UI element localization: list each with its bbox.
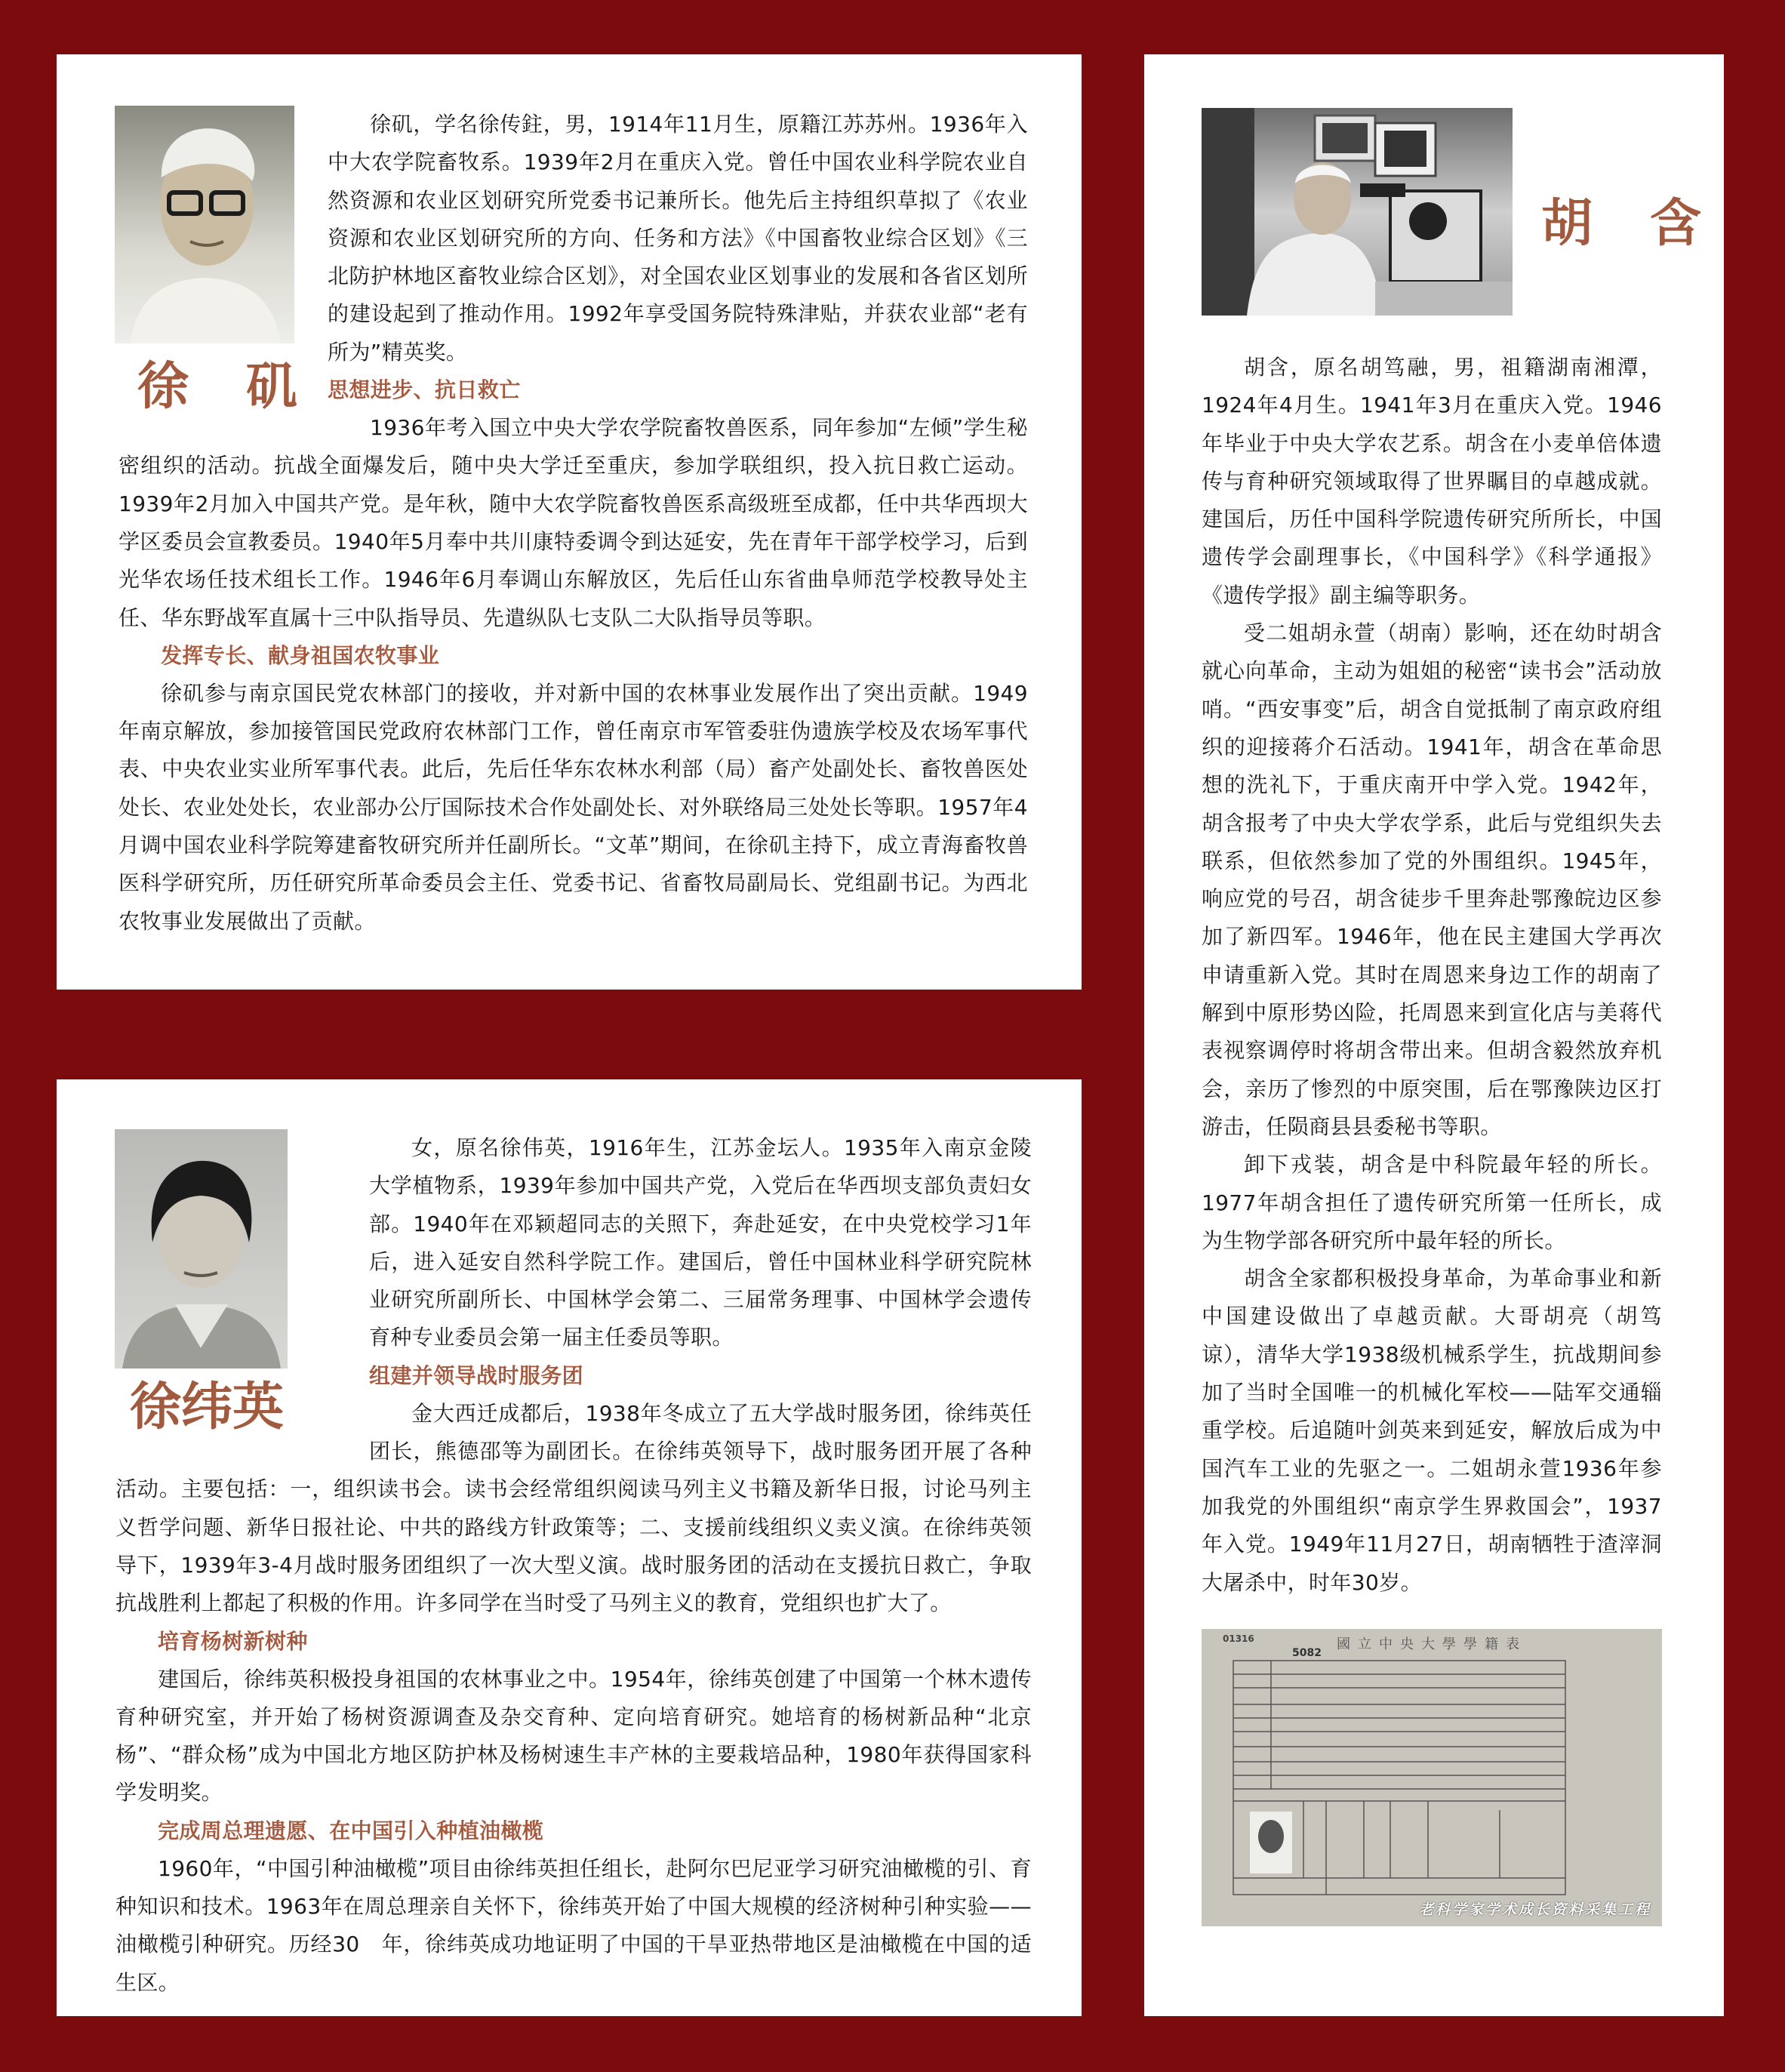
portrait-column [115, 1129, 369, 1446]
biography-paragraph: 受二姐胡永萱（胡南）影响，还在幼时胡含就心向革命，主动为姐姐的秘密“读书会”活动放哨。“西安事变”后，胡含自觉抵制了南京政府组织的迎接蒋介石活动。1941年，胡含在革命思想的洗礼下，于重庆南开中学入党。1942年，胡含报考了中央大学农学系，此后与党组织失去联系，但依然参加了党的外围组织。1945年，响应党的号召，胡含徒步千里奔赴鄂豫皖边区参加了新四军。1946年，他在民主建国大学再次申请重新入党。其时在周恩来身边工作的胡南了解到中原形势凶险，托周恩来到宣化店与美蒋代表视察调停时将胡含带出来。但胡含毅然放弃机会，亲历了惨烈的中原突围，后在鄂豫陕边区打游击，任陨商县县委秘书等职。 [1202, 620, 1662, 1139]
section-paragraph: 建国后，徐纬英积极投身祖国的农林事业之中。1954年，徐纬英创建了中国第一个林木遗传育种研究室，并开始了杨树资源调查及杂交育种、定向培育研究。她培育的杨树新品种“北京杨”、“群众杨”成为中国北方地区防护林及杨树速生丰产林的主要栽培品种，1980年获得国家科学发明奖。 [115, 1666, 1032, 1806]
record-number: 5082 [1292, 1647, 1322, 1659]
record-form-grid [1202, 1629, 1662, 1926]
document-number: 01316 [1223, 1633, 1254, 1644]
biography-text [1202, 349, 1662, 1602]
section-heading: 思想进步、抗日救亡 [328, 377, 521, 403]
section-paragraph: 1960年，“中国引种油橄榄”项目由徐纬英担任组长，赴阿尔巴尼亚学习研究油橄榄的引、育种知识和技术。1963年在周总理亲自关怀下，徐纬英开始了中国大规模的经济树种引种实验——油橄榄引种研究。历经30 年，徐纬英成功地证明了中国的干旱亚热带地区是油橄榄在中国的适生区。 [115, 1855, 1032, 1995]
section-heading: 培育杨树新树种 [158, 1628, 308, 1654]
section-paragraph: 徐矶参与南京国民党农林部门的接收，并对新中国的农林事业发展作出了突出贡献。1949年南京解放，参加接管国民党政府农林部门工作，曾任南京市军管委驻伪遗族学校及农场军事代表、中央农业实业所军事代表。此后，先后任华东农林水利部（局）畜产处副处长、畜牧兽医处处长、农业处处长，农业部办公厅国际技术合作处副处长、对外联络局三处处长等职。1957年4月调中国农业科学院筹建畜牧研究所并任副所长。“文革”期间，在徐矶主持下，成立青海畜牧兽医科学研究所，历任研究所革命委员会主任、党委书记、省畜牧局副局长、党组副书记。为西北农牧事业发展做出了贡献。 [118, 680, 1028, 934]
person-name: 胡 含 [1541, 194, 1705, 254]
section-heading: 发挥专长、献身祖国农牧事业 [161, 642, 440, 668]
portrait-column [115, 106, 328, 442]
intro-paragraph: 女，原名徐伟英，1916年生，江苏金坛人。1935年入南京金陵大学植物系，1939年参加中国共产党，入党后在华西坝支部负责妇女部。1940年在邓颖超同志的关照下，奔赴延安，在中央党校学习1年后，进入延安自然科学院工作。建国后，曾任中国林业科学研究院林业研究所副所长、中国林学会第二、三届常务理事、中国林学会遗传育种专业委员会第一届主任委员等职。 [369, 1135, 1032, 1350]
biography-paragraph: 卸下戎装，胡含是中科院最年轻的所长。1977年胡含担任了遗传研究所第一任所长，成为生物学部各研究所中最年轻的所长。 [1202, 1152, 1662, 1253]
profile-panel-xu-ji [57, 54, 1082, 990]
person-name: 徐纬英 [130, 1378, 285, 1437]
person-name: 徐 矶 [137, 357, 301, 417]
portrait-photo [115, 106, 294, 343]
laboratory-microscope-photo [1202, 108, 1513, 316]
biography-paragraph: 胡含全家都积极投身革命，为革命事业和新中国建设做出了卓越贡献。大哥胡亮（胡笃谅），清华大学1938级机械系学生，抗战期间参加了当时全国唯一的机械化军校——陆军交通辎重学校。后追随叶剑英来到延安，解放后成为中国汽车工业的先驱之一。二姐胡永萱1936年参加我党的外围组织“南京学生界救国会”，1937年入党。1949年11月27日，胡南牺牲于渣滓洞大屠杀中，时年30岁。 [1202, 1266, 1662, 1595]
student-record-document-photo [1202, 1629, 1662, 1926]
document-title: 國立中央大學學籍表 [1337, 1636, 1527, 1652]
section-heading: 组建并领导战时服务团 [369, 1362, 584, 1388]
header-row [1202, 54, 1705, 349]
profile-panel-xu-weiying [57, 1079, 1082, 2016]
profile-panel-hu-han [1144, 54, 1724, 2016]
watermark: 老科学家学术成长资料采集工程 [1418, 1901, 1651, 1918]
section-heading: 完成周总理遗愿、在中国引入种植油橄榄 [158, 1818, 544, 1843]
section-paragraph: 金大西迁成都后，1938年冬成立了五大学战时服务团，徐纬英任团长，熊德邵等为副团长。在徐纬英领导下，战时服务团开展了各种活动。主要包括：一，组织读书会。读书会经常组织阅读马列主义书籍及新华日报，讨论马列主义哲学问题、新华日报社论、中共的路线方针政策等；二、支援前线组织义卖义演。在徐纬英领导下，1939年3-4月战时服务团组织了一次大型义演。战时服务团的活动在支援抗日救亡，争取抗战胜利上都起了积极的作用。许多同学在当时受了马列主义的教育，党组织也扩大了。 [115, 1400, 1032, 1616]
biography-paragraph: 胡含，原名胡笃融，男，祖籍湖南湘潭，1924年4月生。1941年3月在重庆入党。1946年毕业于中央大学农艺系。胡含在小麦单倍体遗传与育种研究领域取得了世界瞩目的卓越成就。建国后，历任中国科学院遗传研究所所长，中国遗传学会副理事长，《中国科学》《科学通报》《遗传学报》副主编等职务。 [1202, 355, 1662, 608]
intro-paragraph: 徐矶，学名徐传鉒，男，1914年11月生，原籍江苏苏州。1936年入中大农学院畜牧系。1939年2月在重庆入党。曾任中国农业科学院农业自然资源和农业区划研究所党委书记兼所长。他先后主持组织草拟了《农业资源和农业区划研究所的方向、任务和方法》《中国畜牧业综合区划》《三北防护林地区畜牧业综合区划》，对全国农业区划事业的发展和各省区划所的建设起到了推动作用。1992年享受国务院特殊津贴，并获农业部“老有所为”精英奖。 [328, 112, 1028, 365]
section-paragraph: 1936年考入国立中央大学农学院畜牧兽医系，同年参加“左倾”学生秘密组织的活动。抗战全面爆发后，随中央大学迁至重庆，参加学联组织，投入抗日救亡运动。1939年2月加入中国共产党。是年秋，随中大农学院畜牧兽医系高级班至成都，任中共华西坝大学区委员会宣教委员。1940年5月奉中共川康特委调令到达延安，先在青年干部学校学习，后到光华农场任技术组长工作。1946年6月奉调山东解放区，先后任山东省曲阜师范学校教导处主任、华东野战军直属十三中队指导员、先遣纵队七支队二大队指导员等职。 [118, 415, 1028, 630]
portrait-photo [115, 1129, 288, 1369]
